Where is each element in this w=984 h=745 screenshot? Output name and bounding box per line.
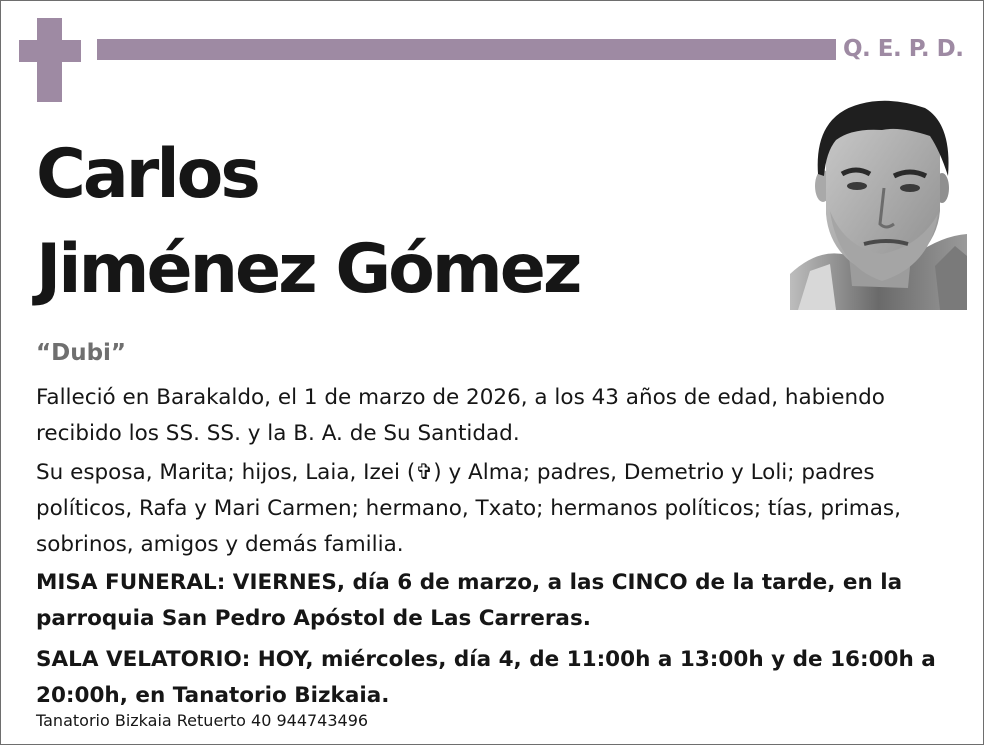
deceased-first-name: Carlos <box>36 135 258 214</box>
funeral-home-contact: Tanatorio Bizkaia Retuerto 40 944743496 <box>36 711 369 730</box>
funeral-mass-text: MISA FUNERAL: VIERNES, día 6 de marzo, a las CINCO de la tarde, en la parroquia San Pedro Apóstol de Las Carreras. <box>36 570 903 631</box>
cross-icon-bar <box>19 40 81 62</box>
deceased-nickname: “Dubi” <box>36 340 127 366</box>
family-members-text: Su esposa, Marita; hijos, Laia, Izei (✞) y Alma; padres, Demetrio y Loli; padres políticos, Rafa y Mari Carmen; hermano, Txato; hermanos políticos; tías, primas, sobrinos, amigos y demás familia. <box>36 460 901 557</box>
wake-room-text: SALA VELATORIO: HOY, miércoles, día 4, de 11:00h a 13:00h y de 16:00h a 20:00h, en Tanatorio Bizkaia. <box>36 647 936 708</box>
qepd-badge: Q. E. P. D. <box>843 36 964 62</box>
death-notice-text: Falleció en Barakaldo, el 1 de marzo de 2026, a los 43 años de edad, habiendo recibido los SS. SS. y la B. A. de Su Santidad. <box>36 385 885 446</box>
deceased-surnames: Jiménez Gómez <box>36 230 580 309</box>
deceased-portrait-photo <box>790 96 967 310</box>
header-divider-bar <box>97 39 836 60</box>
